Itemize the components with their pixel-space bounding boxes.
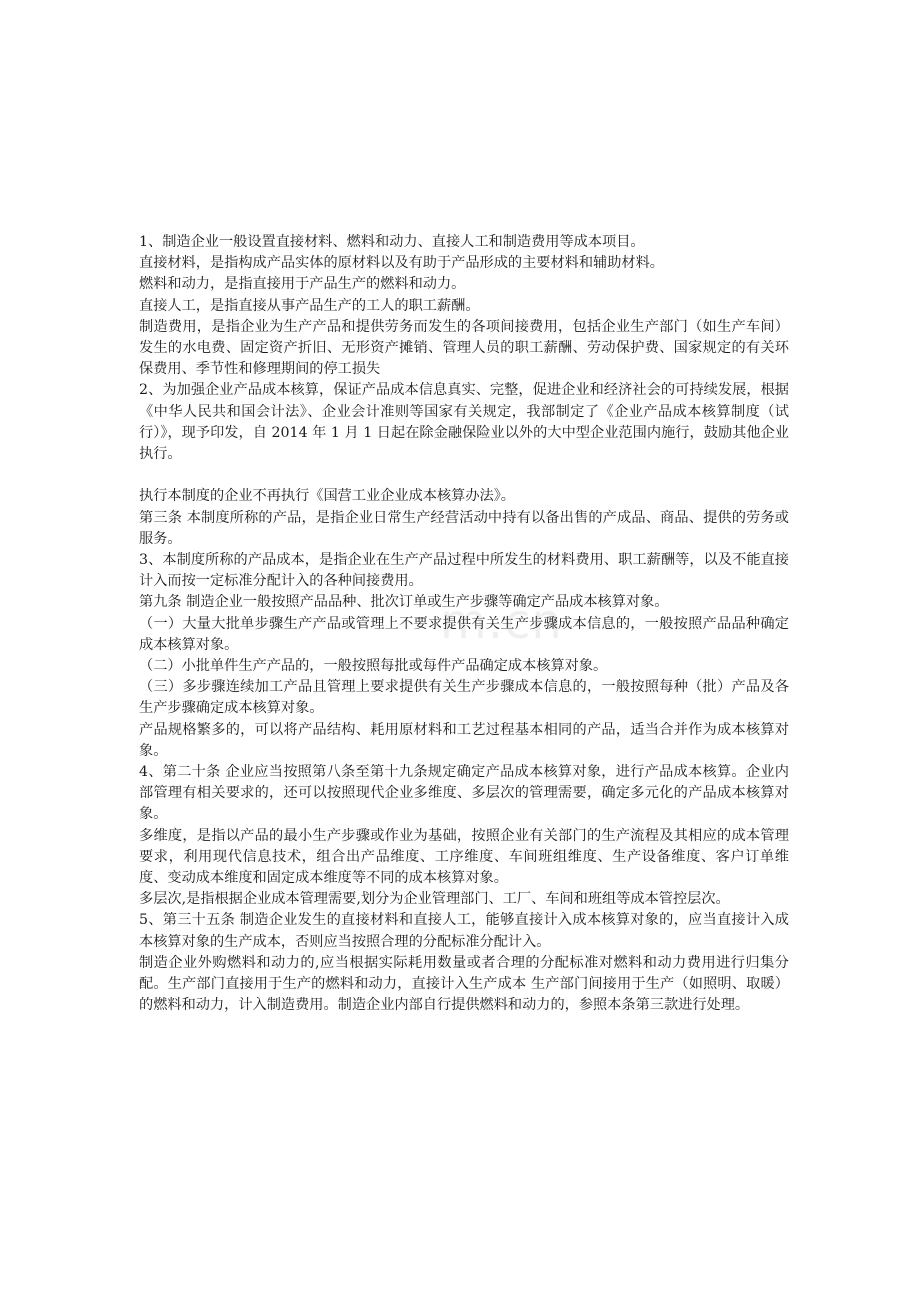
paragraph-fuel-allocation: 制造企业外购燃料和动力的,应当根据实际耗用数量或者合理的分配标准对燃料和动力费用进行归集分配。生产部门直接用于生产的燃料和动力，直接计入生产成本 生产部门间接用于生产（如照明、取暖）的燃料和动力，计入制造费用。制造企业内部自行提供燃料和动力的，参照本条第三款进行处理。 — [139, 954, 789, 1014]
paragraph-item-3: （三）多步骤连续加工产品且管理上要求提供有关生产步骤成本信息的，一般按照每种（批）产品及各生产步骤确定成本核算对象。 — [139, 679, 789, 717]
paragraph-replaced-rules: 执行本制度的企业不再执行《国营工业企业成本核算办法》。 — [139, 488, 515, 505]
paragraph-direct-materials: 直接材料，是指构成产品实体的原材料以及有助于产品形成的主要材料和辅助材料。 — [139, 255, 664, 272]
paragraph-direct-labor: 直接人工，是指直接从事产品生产的工人的职工薪酬。 — [139, 297, 480, 314]
paragraph-manufacturing-overhead: 制造费用，是指企业为生产产品和提供劳务而发生的各项间接费用，包括企业生产部门（如生产车间）发生的水电费、固定资产折旧、无形资产摊销、管理人员的职工薪酬、劳动保护费、国家规定的有关环保费用、季节性和修理期间的停工损失 — [139, 318, 789, 378]
paragraph-multi-level: 多层次,是指根据企业成本管理需要,划分为企业管理部门、工厂、车间和班组等成本管控层次。 — [139, 891, 730, 908]
paragraph-item-2: （二）小批单件生产产品的，一般按照每批或每件产品确定成本核算对象。 — [139, 658, 608, 675]
paragraph-cost-items: 1、制造企业一般设置直接材料、燃料和动力、直接人工和制造费用等成本项目。 — [139, 234, 645, 250]
paragraph-product-cost: 3、本制度所称的产品成本，是指企业在生产产品过程中所发生的材料费用、职工薪酬等，以及不能直接计入而按一定标准分配计入的各种间接费用。 — [139, 552, 789, 590]
paragraph-article-35: 5、第三十五条 制造企业发生的直接材料和直接人工，能够直接计入成本核算对象的，应当直接计入成本核算对象的生产成本，否则应当按照合理的分配标准分配计入。 — [139, 912, 789, 950]
watermark: m.cn — [440, 594, 563, 650]
paragraph-article-20: 4、第二十条 企业应当按照第八条至第十九条规定确定产品成本核算对象，进行产品成本核算。企业内部管理有相关要求的，还可以按照现代企业多维度、多层次的管理需要，确定多元化的产品成本核算对象。 — [139, 764, 789, 823]
paragraph-article-9: 第九条 制造企业一般按照产品品种、批次订单或生产步骤等确定产品成本核算对象。 — [139, 594, 669, 611]
document-body — [139, 232, 789, 1017]
blank-line — [139, 465, 789, 486]
paragraph-fuel-power: 燃料和动力，是指直接用于产品生产的燃料和动力。 — [139, 276, 466, 293]
paragraph-article-3: 第三条 本制度所称的产品，是指企业日常生产经营活动中持有以备出售的产成品、商品、提供的劳务或服务。 — [139, 509, 789, 547]
paragraph-multi-dimension: 多维度，是指以产品的最小生产步骤或作业为基础，按照企业有关部门的生产流程及其相应的成本管理要求，利用现代信息技术，组合出产品维度、工序维度、车间班组维度、生产设备维度、客户订单维度、变动成本维度和固定成本维度等不同的成本核算对象。 — [139, 827, 789, 887]
paragraph-item-1: （一）大量大批单步骤生产产品或管理上不要求提供有关生产步骤成本信息的，一般按照产品品种确定成本核算对象。 — [139, 615, 789, 653]
paragraph-product-variety: 产品规格繁多的，可以将产品结构、耗用原材料和工艺过程基本相同的产品，适当合并作为成本核算对象。 — [139, 721, 789, 759]
paragraph-regulation-issuance: 2、为加强企业产品成本核算，保证产品成本信息真实、完整，促进企业和经济社会的可持续发展，根据《中华人民共和国会计法》、企业会计准则等国家有关规定，我部制定了《企业产品成本核算制度（试行）》，现予印发，自 2014 年 1 月 1 日起在除金融保险业以外的大中型企业范围内施行，鼓励其他企业执行。 — [139, 382, 789, 463]
